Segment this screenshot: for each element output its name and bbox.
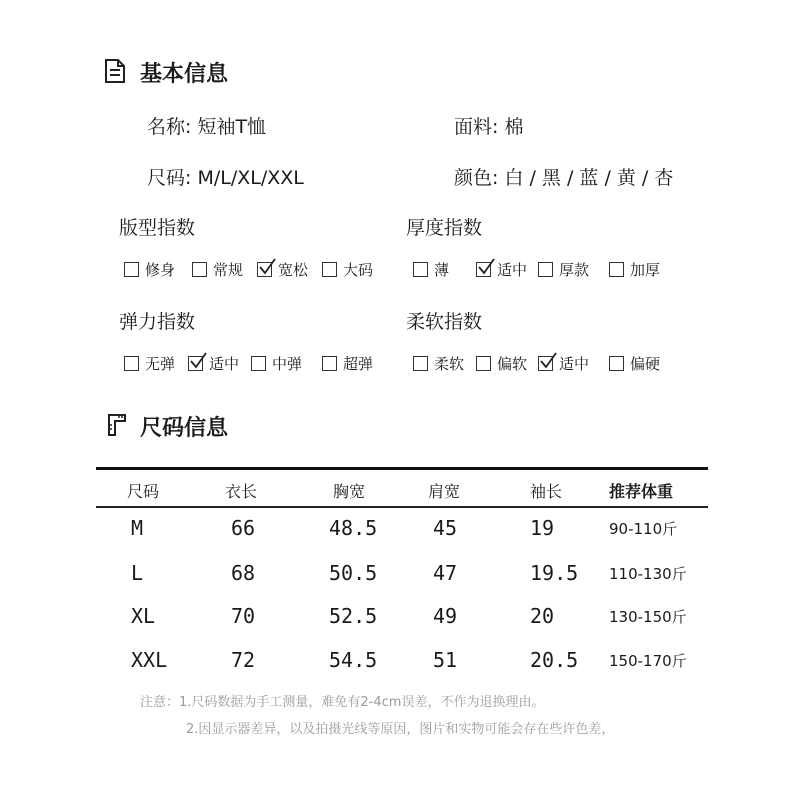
colors: 颜色: 白 / 黑 / 蓝 / 黄 / 杏: [454, 167, 674, 189]
fit-option[interactable]: [124, 259, 175, 280]
elasticity-option[interactable]: [188, 353, 239, 374]
table-cell: XL: [131, 604, 156, 628]
ruler-icon: [106, 412, 128, 438]
note-line-1: 注意：1.尺码数据为手工测量，难免有2-4cm误差，不作为退换理由。: [140, 695, 545, 710]
elasticity-option[interactable]: [124, 353, 175, 374]
thickness-option[interactable]: [476, 259, 527, 280]
option-label: 大码: [343, 261, 374, 279]
checkbox-icon[interactable]: [413, 356, 428, 371]
elasticity-option[interactable]: [322, 353, 373, 374]
checkbox-icon[interactable]: [322, 262, 337, 277]
table-header-cell: 推荐体重: [609, 482, 674, 501]
table-cell: 19: [530, 516, 555, 540]
thickness-option[interactable]: [609, 259, 660, 280]
table-cell: 51: [433, 648, 458, 672]
option-label: 常规: [213, 261, 244, 279]
table-cell: 54.5: [329, 648, 378, 672]
softness-option[interactable]: [413, 353, 464, 374]
table-cell: 45: [433, 516, 458, 540]
checkbox-icon[interactable]: [609, 262, 624, 277]
option-label: 适中: [497, 261, 528, 279]
option-label: 厚款: [559, 261, 590, 279]
checkbox-checked-icon[interactable]: [476, 262, 491, 277]
table-cell: L: [131, 561, 144, 585]
table-header-cell: 尺码: [127, 482, 160, 501]
checkbox-icon[interactable]: [322, 356, 337, 371]
table-cell: 66: [231, 516, 256, 540]
table-cell: M: [131, 516, 144, 540]
option-label: 无弹: [145, 355, 176, 373]
option-label: 适中: [209, 355, 240, 373]
option-label: 中弹: [272, 355, 303, 373]
softness-option[interactable]: [538, 353, 589, 374]
checkbox-checked-icon[interactable]: [188, 356, 203, 371]
table-cell: 130-150斤: [609, 608, 687, 626]
note-line-2: 2.因显示器差异，以及拍摄光线等原因，图片和实物可能会存在些许色差，: [186, 722, 615, 737]
option-label: 偏软: [497, 355, 528, 373]
checkbox-checked-icon[interactable]: [257, 262, 272, 277]
option-label: 柔软: [434, 355, 465, 373]
table-cell: 48.5: [329, 516, 378, 540]
checkbox-icon[interactable]: [476, 356, 491, 371]
table-cell: 72: [231, 648, 256, 672]
table-header-cell: 衣长: [225, 482, 258, 501]
fit-option[interactable]: [257, 259, 308, 280]
checkbox-icon[interactable]: [609, 356, 624, 371]
table-header-cell: 袖长: [530, 482, 563, 501]
table-header-cell: 胸宽: [333, 482, 366, 501]
table-cell: 50.5: [329, 561, 378, 585]
table-cell: 110-130斤: [609, 565, 687, 583]
table-cell: 20.5: [530, 648, 579, 672]
table-cell: 20: [530, 604, 555, 628]
table-cell: 70: [231, 604, 256, 628]
product-name: 名称: 短袖T恤: [147, 116, 267, 138]
softness-index-title: 柔软指数: [406, 311, 483, 333]
option-label: 偏硬: [630, 355, 661, 373]
basic-info-title: 基本信息: [140, 62, 229, 87]
table-top-rule: [96, 467, 708, 470]
softness-option[interactable]: [609, 353, 660, 374]
checkbox-icon[interactable]: [538, 262, 553, 277]
checkbox-icon[interactable]: [413, 262, 428, 277]
fit-option[interactable]: [322, 259, 373, 280]
elasticity-option[interactable]: [251, 353, 302, 374]
option-label: 超弹: [343, 355, 374, 373]
table-header-cell: 肩宽: [428, 482, 461, 501]
option-label: 薄: [434, 261, 450, 279]
softness-option[interactable]: [476, 353, 527, 374]
option-label: 加厚: [630, 261, 661, 279]
option-label: 适中: [559, 355, 590, 373]
checkbox-checked-icon[interactable]: [538, 356, 553, 371]
fabric: 面料: 棉: [454, 116, 524, 138]
checkbox-icon[interactable]: [251, 356, 266, 371]
table-cell: XXL: [131, 648, 168, 672]
sizes: 尺码: M/L/XL/XXL: [147, 167, 304, 189]
table-cell: 47: [433, 561, 458, 585]
table-cell: 52.5: [329, 604, 378, 628]
size-info-title: 尺码信息: [140, 416, 229, 441]
thickness-index-title: 厚度指数: [406, 217, 483, 239]
table-cell: 19.5: [530, 561, 579, 585]
table-cell: 90-110斤: [609, 520, 678, 538]
table-cell: 49: [433, 604, 458, 628]
thickness-option[interactable]: [538, 259, 589, 280]
table-cell: 150-170斤: [609, 652, 687, 670]
fit-option[interactable]: [192, 259, 243, 280]
table-cell: 68: [231, 561, 256, 585]
checkbox-icon[interactable]: [192, 262, 207, 277]
checkbox-icon[interactable]: [124, 356, 139, 371]
option-label: 宽松: [278, 261, 309, 279]
checkbox-icon[interactable]: [124, 262, 139, 277]
document-icon: [104, 58, 126, 84]
table-header-rule: [96, 506, 708, 508]
elasticity-index-title: 弹力指数: [119, 311, 196, 333]
thickness-option[interactable]: [413, 259, 449, 280]
option-label: 修身: [145, 261, 176, 279]
fit-index-title: 版型指数: [119, 217, 196, 239]
